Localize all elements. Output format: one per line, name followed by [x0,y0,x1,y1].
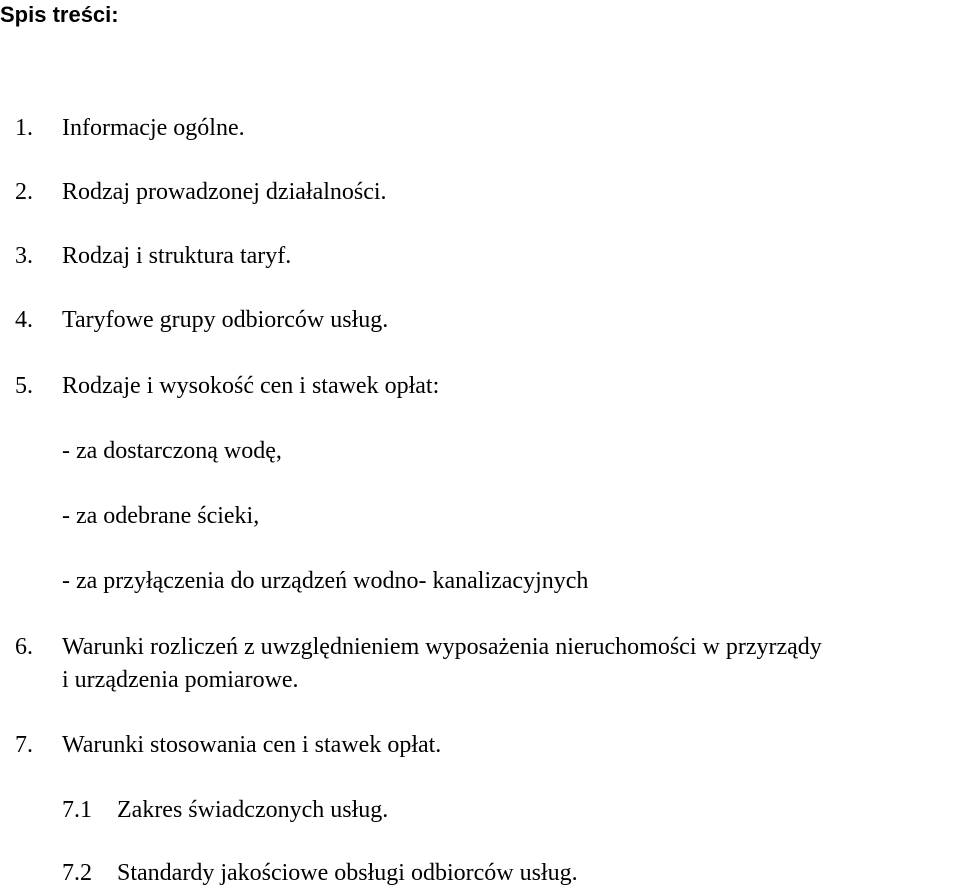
toc-subitem-text: Standardy jakościowe obsługi odbiorców usług. [117,860,578,886]
toc-subitem-number: 7.2 [62,860,92,886]
toc-title: Spis treści: [0,2,119,27]
toc-subpoint-text: - za dostarczoną wodę, [62,438,282,464]
toc-item-number: 6. [15,634,33,660]
toc-item-number: 7. [15,732,33,758]
toc-item-text: Warunki stosowania cen i stawek opłat. [62,732,442,758]
toc-item-text: Warunki rozliczeń z uwzględnieniem wyposażenia nieruchomości w przyrządy [62,634,822,660]
toc-item-text: Rodzaje i wysokość cen i stawek opłat: [62,373,440,399]
toc-item-number: 3. [15,243,33,269]
toc-subpoint-text: - za przyłączenia do urządzeń wodno- kanalizacyjnych [62,568,589,594]
toc-item-number: 5. [15,373,33,399]
toc-item-text-continuation: i urządzenia pomiarowe. [62,667,299,693]
toc-item-text: Informacje ogólne. [62,115,245,141]
toc-item-text: Rodzaj prowadzonej działalności. [62,179,387,205]
toc-subpoint-text: - za odebrane ścieki, [62,503,260,529]
toc-item-number: 2. [15,179,33,205]
toc-subitem-text: Zakres świadczonych usług. [117,797,389,823]
toc-subitem-number: 7.1 [62,797,92,823]
toc-item-text: Rodzaj i struktura taryf. [62,243,292,269]
toc-item-text: Taryfowe grupy odbiorców usług. [62,307,389,333]
toc-item-number: 4. [15,307,33,333]
toc-item-number: 1. [15,115,33,141]
